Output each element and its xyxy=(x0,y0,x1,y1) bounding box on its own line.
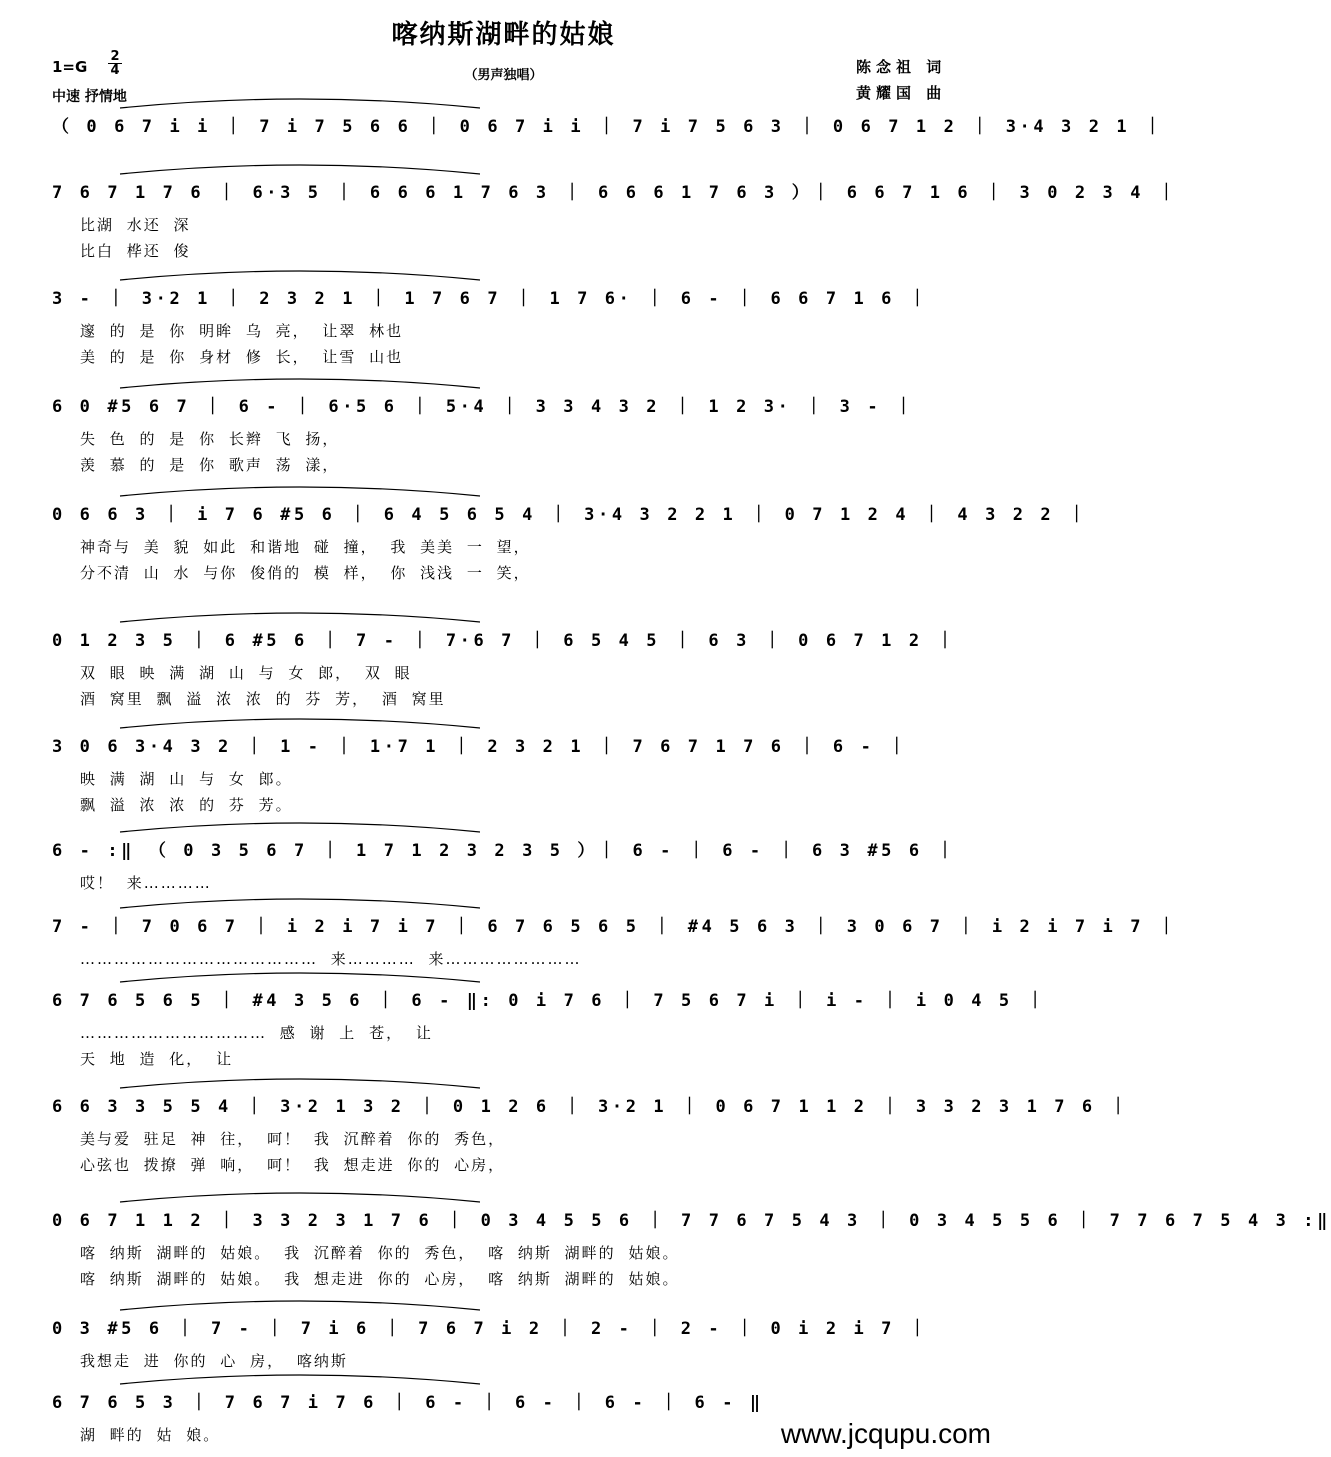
lyric-line-2: 羡 慕 的 是 你 歌声 荡 漾， xyxy=(80,456,340,474)
notation-line: （ 0 6 7 i i ｜ 7 i 7 5 6 6 ｜ 0 6 7 i i ｜ 7 i 7 5 6 3 ｜ 0 6 7 1 2 ｜ 3·4 3 2 1 ｜ xyxy=(52,117,1165,137)
watermark: www.jcqupu.com xyxy=(780,1418,991,1449)
slur-mark xyxy=(120,1301,480,1310)
lyric-line-2: 心弦也 拨撩 弹 响， 呵！ 我 想走进 你的 心房， xyxy=(80,1156,506,1174)
lyric-line-1: 我想走 进 你的 心 房， 喀纳斯 xyxy=(80,1352,348,1370)
notation-line: 0 3 #5 6 ｜ 7 - ｜ 7 i 6 ｜ 7 6 7 i 2 ｜ 2 - ｜ 2 - ｜ 0 i 2 i 7 ｜ xyxy=(52,1319,930,1339)
slur-mark xyxy=(120,379,480,388)
notation-line: 0 1 2 3 5 ｜ 6 #5 6 ｜ 7 - ｜ 7·6 7 ｜ 6 5 4 5 ｜ 6 3 ｜ 0 6 7 1 2 ｜ xyxy=(52,631,958,651)
lyric-line-1: 比湖 水还 深 xyxy=(80,216,191,234)
lyric-line-1: 邃 的 是 你 明眸 乌 亮， 让翠 林也 xyxy=(80,322,404,340)
notation-line: 7 6 7 1 7 6 ｜ 6·3 5 ｜ 6 6 6 1 7 6 3 ｜ 6 6 6 1 7 6 3 ）｜ 6 6 7 1 6 ｜ 3 0 2 3 4 ｜ xyxy=(52,183,1179,203)
lyric-line-1: …………………………… 感 谢 上 苍， 让 xyxy=(80,1024,433,1042)
slur-mark xyxy=(120,1375,480,1384)
slur-mark xyxy=(120,899,480,908)
slur-mark xyxy=(120,165,480,174)
slur-mark xyxy=(120,271,480,280)
lyric-line-2: 飘 溢 浓 浓 的 芬 芳。 xyxy=(80,796,293,814)
lyric-line-2: 酒 窝里 飘 溢 浓 浓 的 芬 芳， 酒 窝里 xyxy=(80,690,446,708)
notation-line: 0 6 6 3 ｜ i 7 6 #5 6 ｜ 6 4 5 6 5 4 ｜ 3·4 3 2 2 1 ｜ 0 7 1 2 4 ｜ 4 3 2 2 ｜ xyxy=(52,505,1089,525)
slur-mark xyxy=(120,613,480,622)
lyric-line-1: 美与爱 驻足 神 往， 呵！ 我 沉醉着 你的 秀色， xyxy=(80,1130,506,1148)
lyric-line-2: 比白 桦还 俊 xyxy=(80,242,191,260)
notation-line: 6 6 3 3 5 5 4 ｜ 3·2 1 3 2 ｜ 0 1 2 6 ｜ 3·2 1 ｜ 0 6 7 1 1 2 ｜ 3 3 2 3 1 7 6 ｜ xyxy=(52,1097,1131,1117)
lyric-line-2: 天 地 造 化， 让 xyxy=(80,1050,234,1068)
lyric-line-1: …………………………………… 来………… 来…………………… xyxy=(80,950,582,968)
lyric-line-1: 双 眼 映 满 湖 山 与 女 郎， 双 眼 xyxy=(80,664,412,682)
notation-line: 6 7 6 5 6 5 ｜ #4 3 5 6 ｜ 6 - ‖: 0 i 7 6 ｜ 7 5 6 7 i ｜ i - ｜ i 0 4 5 ｜ xyxy=(52,991,1048,1011)
performer-note: （男声独唱） xyxy=(464,68,543,83)
slur-mark xyxy=(120,719,480,728)
key-signature: 1=G xyxy=(52,58,88,76)
time-signature-top: 2 xyxy=(110,49,120,64)
slur-mark xyxy=(120,823,480,832)
notation-line: 3 - ｜ 3·2 1 ｜ 2 3 2 1 ｜ 1 7 6 7 ｜ 1 7 6· ｜ 6 - ｜ 6 6 7 1 6 ｜ xyxy=(52,289,930,309)
notation-line: 6 7 6 5 3 ｜ 7 6 7 i 7 6 ｜ 6 - ｜ 6 - ｜ 6 - ｜ 6 - ‖ xyxy=(52,1393,764,1413)
slur-mark xyxy=(120,1193,480,1202)
lyric-line-1: 哎！ 来………… xyxy=(80,874,212,892)
tempo-marking: 中速 抒情地 xyxy=(52,89,127,105)
notation-line: 0 6 7 1 1 2 ｜ 3 3 2 3 1 7 6 ｜ 0 3 4 5 5 6 ｜ 7 7 6 7 5 4 3 ｜ 0 3 4 5 5 6 ｜ 7 7 6 7 5 4 3 :‖ xyxy=(52,1211,1331,1231)
lyric-line-2: 喀 纳斯 湖畔的 姑娘。 我 想走进 你的 心房， 喀 纳斯 湖畔的 姑娘。 xyxy=(80,1270,680,1288)
notation-line: 6 0 #5 6 7 ｜ 6 - ｜ 6·5 6 ｜ 5·4 ｜ 3 3 4 3 2 ｜ 1 2 3· ｜ 3 - ｜ xyxy=(52,397,916,417)
lyric-line-1: 湖 畔的 姑 娘。 xyxy=(80,1426,221,1444)
slur-mark xyxy=(120,973,480,982)
lyric-line-1: 喀 纳斯 湖畔的 姑娘。 我 沉醉着 你的 秀色， 喀 纳斯 湖畔的 姑娘。 xyxy=(80,1244,680,1262)
lyric-line-1: 失 色 的 是 你 长辫 飞 扬， xyxy=(80,430,340,448)
lyric-line-2: 美 的 是 你 身材 修 长， 让雪 山也 xyxy=(80,348,404,366)
slur-mark xyxy=(120,99,480,108)
composer: 黄耀国 曲 xyxy=(856,84,947,102)
lyricist: 陈念祖 词 xyxy=(856,58,947,76)
notation-line: 3 0 6 3·4 3 2 ｜ 1 - ｜ 1·7 1 ｜ 2 3 2 1 ｜ 7 6 7 1 7 6 ｜ 6 - ｜ xyxy=(52,737,909,757)
notation-line: 7 - ｜ 7 0 6 7 ｜ i 2 i 7 i 7 ｜ 6 7 6 5 6 5 ｜ #4 5 6 3 ｜ 3 0 6 7 ｜ i 2 i 7 i 7 ｜ xyxy=(52,917,1179,937)
notation-line: 6 - :‖ （ 0 3 5 6 7 ｜ 1 7 1 2 3 2 3 5 ）｜ 6 - ｜ 6 - ｜ 6 3 #5 6 ｜ xyxy=(52,841,958,861)
time-signature-bottom: 4 xyxy=(108,63,122,77)
song-title: 喀纳斯湖畔的姑娘 xyxy=(391,20,616,50)
lyric-line-1: 映 满 湖 山 与 女 郎。 xyxy=(80,770,293,788)
lyric-line-2: 分不清 山 水 与你 俊俏的 模 样， 你 浅浅 一 笑， xyxy=(80,564,531,582)
lyric-line-1: 神奇与 美 貌 如此 和谐地 碰 撞， 我 美美 一 望， xyxy=(80,538,531,556)
slur-mark xyxy=(120,487,480,496)
slur-mark xyxy=(120,1079,480,1088)
